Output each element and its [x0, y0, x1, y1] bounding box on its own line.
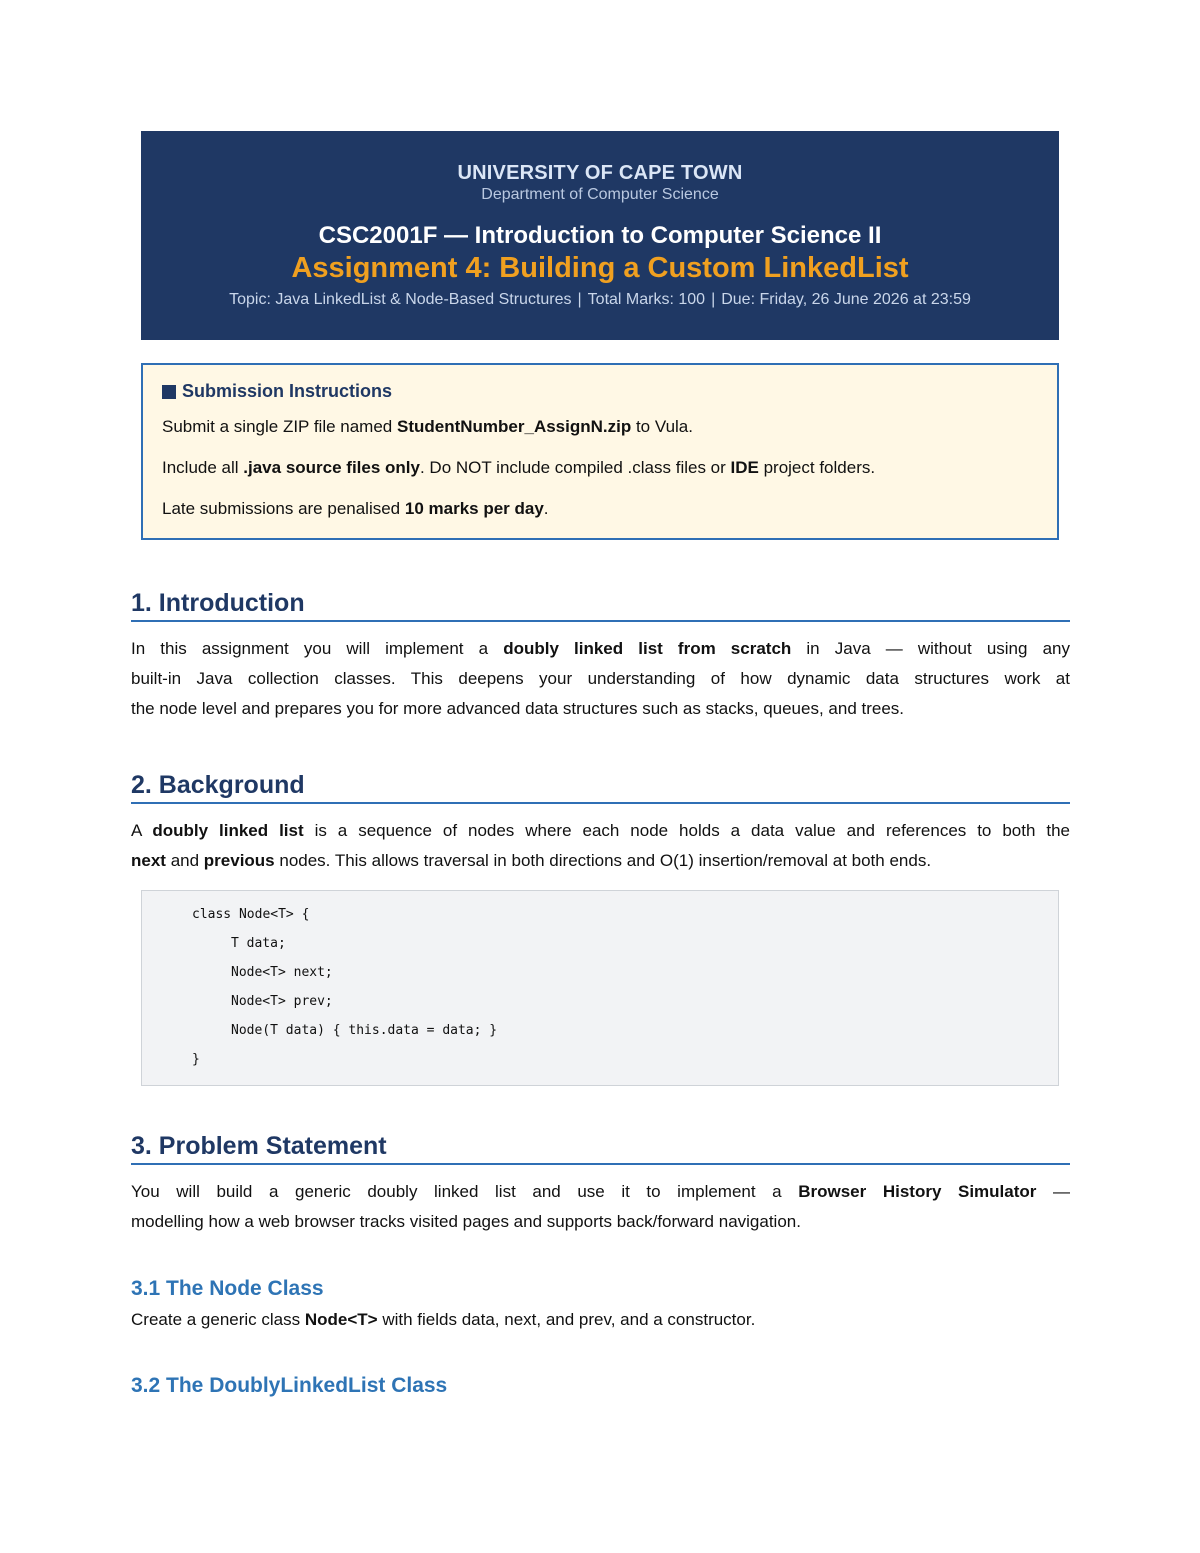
meta-due: Due: Friday, 26 June 2026 at 23:59 [721, 291, 971, 308]
university-name: UNIVERSITY OF CAPE TOWN [457, 162, 743, 184]
code-line: Node<T> prev; [231, 994, 333, 1009]
section-heading-introduction: 1. Introduction [131, 589, 1070, 622]
background-paragraph [131, 816, 1070, 876]
paragraph-line [131, 1177, 1070, 1207]
code-line: Node<T> next; [231, 965, 333, 980]
bold-text: Node<T> [304, 1310, 378, 1329]
bold-text: IDE [730, 458, 759, 477]
meta-marks: Total Marks: 100 [587, 291, 706, 308]
bold-text: doubly linked list from scratch [503, 639, 792, 658]
text: and [165, 851, 204, 870]
code-line: class Node<T> { [192, 907, 310, 922]
bold-text: next [131, 851, 166, 870]
code-line: } [192, 1052, 200, 1067]
text: to Vula. [631, 417, 693, 436]
meta-topic: Topic: Java LinkedList & Node-Based Structures [229, 291, 572, 308]
text: A [131, 821, 153, 840]
text: Include all [162, 458, 244, 477]
section-heading-problem-statement: 3. Problem Statement [131, 1132, 1070, 1165]
text: You will build a generic doubly linked list and use it to implement a [131, 1182, 799, 1201]
header-banner [141, 131, 1059, 340]
zip-filename: StudentNumber_AssignN.zip [396, 417, 632, 436]
bold-text: previous [203, 851, 275, 870]
text: Create a generic class [131, 1310, 305, 1329]
code-line: Node(T data) { this.data = data; } [231, 1023, 498, 1038]
submission-line-late [162, 499, 549, 519]
introduction-paragraph [131, 634, 1070, 724]
text: nodes. This allows traversal in both directions and O(1) insertion/removal at both ends. [274, 851, 932, 870]
paragraph-line [131, 1305, 1070, 1335]
department-name: Department of Computer Science [481, 186, 719, 203]
square-bullet-icon [162, 385, 176, 399]
paragraph-line [131, 816, 1070, 846]
meta-separator: | [711, 291, 716, 308]
assignment-meta [141, 291, 1059, 309]
text: with fields data, next, and prev, and a constructor. [377, 1310, 756, 1329]
paragraph-line: the node level and prepares you for more advanced data structures such as stacks, queues, and trees. [131, 699, 905, 718]
text: — [1036, 1182, 1070, 1201]
problem-paragraph [131, 1177, 1070, 1237]
code-block [141, 890, 1059, 1086]
text: in Java — without using any [791, 639, 1070, 658]
text: Submit a single ZIP file named [162, 417, 397, 436]
subsection-heading-node-class: 3.1 The Node Class [131, 1277, 324, 1300]
paragraph-line: modelling how a web browser tracks visited pages and supports back/forward navigation. [131, 1212, 801, 1231]
node-class-paragraph [131, 1305, 1070, 1335]
submission-line-zip [162, 417, 693, 437]
submission-instructions-box [141, 363, 1059, 540]
assignment-title: Assignment 4: Building a Custom LinkedList [291, 252, 909, 284]
late-penalty: 10 marks per day [404, 499, 544, 518]
submission-title: Submission Instructions [182, 381, 393, 401]
text: Late submissions are penalised [162, 499, 405, 518]
section-heading-background: 2. Background [131, 771, 1070, 804]
code-line: T data; [231, 936, 286, 951]
text: . [543, 499, 549, 518]
text: project folders. [758, 458, 876, 477]
course-title: CSC2001F — Introduction to Computer Science II [318, 222, 882, 249]
meta-separator: | [577, 291, 582, 308]
text: . Do NOT include compiled .class files or [419, 458, 731, 477]
bold-text: .java source files only [243, 458, 420, 477]
submission-line-files [162, 458, 875, 478]
paragraph-line [131, 846, 1070, 876]
subsection-heading-doublylinkedlist-class: 3.2 The DoublyLinkedList Class [131, 1374, 448, 1397]
paragraph-line [131, 634, 1070, 664]
text: In this assignment you will implement a [131, 639, 504, 658]
bold-text: Browser History Simulator [798, 1182, 1037, 1201]
bold-text: doubly linked list [152, 821, 304, 840]
text: is a sequence of nodes where each node holds a data value and references to both the [303, 821, 1070, 840]
paragraph-line: built-in Java collection classes. This deepens your understanding of how dynamic data structures work at [131, 669, 1070, 688]
